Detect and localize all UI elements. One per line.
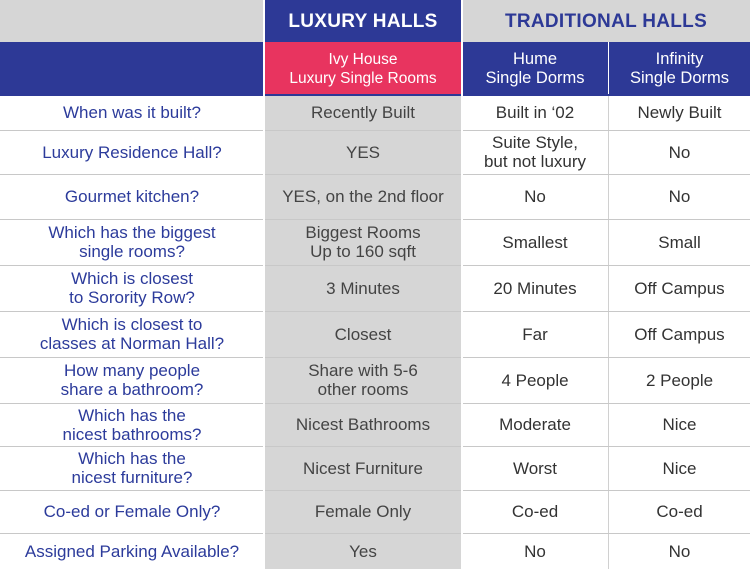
table-row [0, 446, 750, 490]
question-cell [0, 174, 264, 219]
infinity-value: Co-ed [656, 502, 703, 521]
ivy-house-cell [264, 403, 462, 446]
infinity-cell [609, 95, 750, 130]
infinity-cell [609, 533, 750, 569]
infinity-cell [609, 265, 750, 311]
table-row [0, 311, 750, 357]
infinity-cell [609, 357, 750, 403]
question-text-line2: share a bathroom? [60, 380, 204, 399]
ivy-house-value: Nicest Furniture [303, 458, 423, 478]
ivy-house-value: Yes [349, 541, 377, 561]
question-text: Which is closest to [61, 315, 203, 334]
hume-title: Hume [512, 49, 557, 68]
infinity-value: Small [658, 232, 701, 252]
ivy-house-title: Ivy House [328, 50, 398, 68]
ivy-house-value: Share with 5-6 [308, 361, 418, 380]
hume-cell [462, 311, 609, 357]
row-divider [0, 403, 750, 404]
hume-value: 20 Minutes [493, 278, 577, 298]
infinity-value: Off Campus [634, 278, 725, 298]
ivy-house-value: Biggest Rooms [305, 223, 421, 242]
question-text: Which is closest [71, 269, 193, 288]
hume-value: No [524, 541, 546, 561]
infinity-value: Nice [662, 415, 697, 434]
header-underline [0, 94, 750, 96]
row-divider [0, 533, 750, 534]
table-row [0, 357, 750, 403]
column-header-blank [0, 42, 264, 95]
row-divider [0, 265, 750, 266]
row-divider [0, 311, 750, 312]
table-row [0, 174, 750, 219]
ivy-house-cell [264, 174, 462, 219]
ivy-house-column-header [264, 42, 462, 95]
row-divider [0, 490, 750, 491]
ivy-house-value: Recently Built [311, 103, 415, 122]
hume-cell [462, 219, 609, 265]
group-header-blank [0, 0, 264, 42]
hume-value: Built in ‘02 [495, 103, 575, 122]
column-header-row [0, 42, 750, 95]
hume-value: No [524, 187, 546, 206]
infinity-value: No [668, 142, 691, 162]
question-cell [0, 403, 264, 446]
ivy-house-cell [264, 446, 462, 490]
table-row [0, 403, 750, 446]
row-divider [0, 174, 750, 175]
infinity-cell [609, 174, 750, 219]
ivy-house-value: YES, on the 2nd floor [282, 187, 444, 206]
ivy-house-value-line2: Up to 160 sqft [310, 242, 416, 261]
hume-cell [462, 446, 609, 490]
ivy-house-cell [264, 130, 462, 174]
column-separator [461, 0, 463, 569]
hume-cell [462, 130, 609, 174]
ivy-house-cell [264, 490, 462, 533]
infinity-value: No [668, 187, 691, 206]
table-row [0, 219, 750, 265]
ivy-house-cell [264, 265, 462, 311]
hume-cell [462, 265, 609, 311]
question-cell [0, 219, 264, 265]
question-cell [0, 533, 264, 569]
question-text: Which has the [78, 405, 186, 425]
infinity-cell [609, 311, 750, 357]
infinity-title: Infinity [655, 49, 704, 68]
question-cell [0, 95, 264, 130]
infinity-cell [609, 490, 750, 533]
hume-value: Moderate [499, 415, 571, 434]
question-cell [0, 446, 264, 490]
hume-value: Co-ed [511, 502, 559, 521]
row-divider [0, 446, 750, 447]
table-row [0, 265, 750, 311]
question-text: When was it built? [63, 103, 201, 122]
luxury-halls-group-title: LUXURY HALLS [264, 0, 462, 42]
hume-column-header [462, 42, 609, 95]
ivy-house-cell [264, 219, 462, 265]
question-text: Which has the biggest [48, 223, 216, 242]
hume-cell [462, 533, 609, 569]
hume-value: 4 People [501, 370, 569, 390]
question-text: Assigned Parking Available? [24, 541, 240, 561]
infinity-cell [609, 130, 750, 174]
hume-value: Smallest [502, 232, 568, 252]
question-text-line2: nicest bathrooms? [62, 424, 202, 444]
infinity-value: No [668, 541, 691, 561]
group-header-row [0, 0, 750, 42]
hume-value: Far [522, 324, 548, 344]
hume-value: Suite Style, [492, 133, 578, 152]
question-text: Gourmet kitchen? [64, 187, 200, 206]
column-separator [263, 0, 265, 569]
hume-cell [462, 403, 609, 446]
hume-value: Worst [512, 458, 558, 478]
infinity-cell [609, 219, 750, 265]
traditional-halls-group-title: TRADITIONAL HALLS [462, 0, 750, 42]
table-row [0, 130, 750, 174]
question-text: Which has the [78, 449, 186, 468]
hume-cell [462, 490, 609, 533]
question-text: Co-ed or Female Only? [43, 502, 221, 521]
question-text: How many people [63, 361, 201, 380]
ivy-house-value: 3 Minutes [326, 278, 400, 298]
question-text-line2: single rooms? [79, 242, 185, 261]
ivy-house-value: Female Only [314, 502, 412, 521]
question-text: Luxury Residence Hall? [42, 142, 222, 162]
question-cell [0, 311, 264, 357]
hume-cell [462, 174, 609, 219]
ivy-house-value-line2: other rooms [317, 380, 409, 399]
question-cell [0, 490, 264, 533]
hume-subtitle: Single Dorms [485, 68, 585, 87]
row-divider [0, 357, 750, 358]
row-divider [0, 219, 750, 220]
infinity-value: Newly Built [637, 103, 722, 122]
ivy-house-cell [264, 533, 462, 569]
hume-cell [462, 95, 609, 130]
question-cell [0, 130, 264, 174]
question-text-line2: to Sorority Row? [69, 288, 195, 307]
question-cell [0, 357, 264, 403]
ivy-house-cell [264, 357, 462, 403]
infinity-value: Nice [662, 458, 697, 478]
ivy-house-cell [264, 95, 462, 130]
ivy-house-value: Closest [334, 324, 392, 344]
infinity-cell [609, 446, 750, 490]
infinity-column-header [609, 42, 750, 95]
question-text-line2: nicest furniture? [71, 468, 193, 487]
infinity-value: Off Campus [634, 324, 725, 344]
table-row [0, 533, 750, 569]
table-row [0, 95, 750, 130]
table-row [0, 490, 750, 533]
ivy-house-value: Nicest Bathrooms [295, 415, 431, 434]
hume-cell [462, 357, 609, 403]
ivy-house-cell [264, 311, 462, 357]
infinity-value: 2 People [645, 370, 714, 390]
infinity-subtitle: Single Dorms [629, 68, 730, 87]
ivy-house-value: YES [345, 142, 381, 162]
question-cell [0, 265, 264, 311]
row-divider [0, 130, 750, 131]
question-text-line2: classes at Norman Hall? [39, 334, 225, 353]
infinity-cell [609, 403, 750, 446]
hume-value-line2: but not luxury [483, 152, 587, 171]
ivy-house-subtitle: Luxury Single Rooms [289, 69, 437, 87]
